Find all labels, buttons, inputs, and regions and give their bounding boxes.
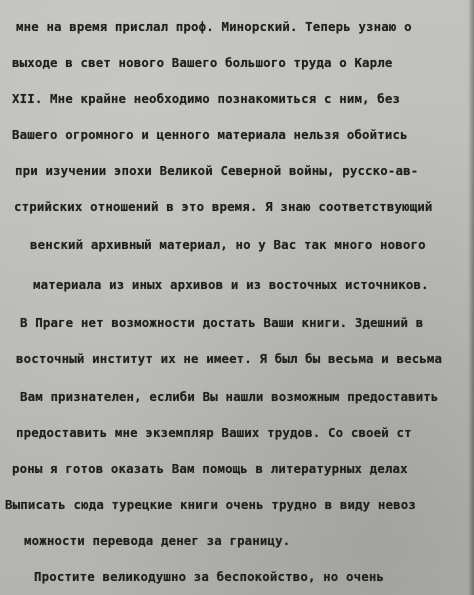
text-line-11: Вам признателен, еслиби Вы нашли возможным предоставить: [20, 389, 439, 404]
text-line-5: при изучении эпохи Великой Северной войны, русско-ав-: [15, 163, 419, 178]
text-line-13: роны я готов оказать Вам помощь в литературных делах: [12, 461, 408, 476]
text-line-6: стрийских отношений в это время. Я знаю соответствующий: [14, 199, 433, 214]
text-line-9: В Праге нет возможности достать Ваши книги. Здешний в: [20, 315, 424, 330]
page-edge-shadow: [468, 0, 474, 595]
text-line-3: XII. Мне крайне необходимо познакомиться с ним, без: [12, 91, 401, 106]
text-line-14: Выписать сюда турецкие книги очень трудно в виду невоз: [5, 497, 416, 512]
text-line-16: Простите великодушно за беспокойство, но очень: [34, 569, 385, 584]
text-line-1: мне на время прислал проф. Минорский. Теперь узнаю о: [16, 19, 412, 34]
text-line-15: можности перевода денег за границу.: [24, 533, 291, 548]
text-line-10: восточный институт их не имеет. Я был бы весьма и весьма: [16, 351, 443, 366]
text-line-2: выходе в свет нового Вашего большого труда о Карле: [12, 55, 393, 70]
text-line-7: венский архивный материал, но у Вас так много нового: [30, 237, 426, 252]
text-line-12: предоставить мне экземпляр Ваших трудов. Со своей ст: [16, 425, 412, 440]
text-line-8: материала из иных архивов и из восточных источников.: [33, 277, 429, 292]
text-line-4: Вашего огромного и ценного материала нельзя обойтись: [12, 127, 408, 142]
